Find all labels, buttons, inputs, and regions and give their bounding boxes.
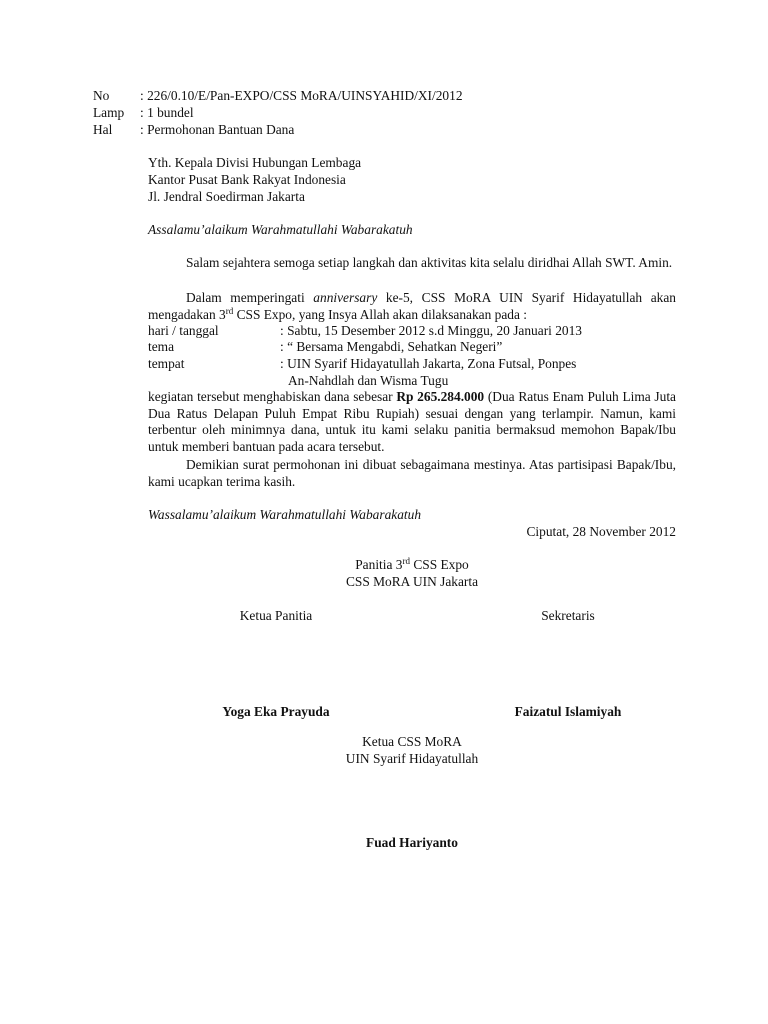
committee-organization: CSS MoRA UIN Jakarta (345, 574, 479, 589)
attachment-value: : 1 bundel (140, 105, 194, 120)
chair-title: Ketua Panitia (239, 608, 313, 623)
organization-head-name: Fuad Hariyanto (366, 835, 458, 850)
organization-subtitle: UIN Syarif Hidayatullah (345, 751, 479, 766)
committee-title-superscript: rd (402, 556, 410, 566)
number-value: : 226/0.10/E/Pan-EXPO/CSS MoRA/UINSYAHID/XI/2012 (140, 88, 463, 103)
number-label: No (93, 88, 110, 103)
paragraph-2-superscript: rd (225, 305, 234, 316)
subject-label: Hal (93, 122, 113, 137)
paragraph-3-text-b: (Dua Ratus Enam Puluh Lima Juta Dua Ratus Delapan Puluh Empat Ribu Rupiah) sesuai dengan yang terlampir. Namun, kami terbentur oleh minimnya dana, untuk itu kami selaku panitia bermaksud memohon Bapak/Ibu untuk memberi bantuan pada acara tersebut. (148, 389, 676, 454)
event-theme-value: : “ Bersama Mengabdi, Sehatkan Negeri” (280, 339, 503, 354)
paragraph-2 (148, 290, 676, 323)
event-place-value-2: An-Nahdlah dan Wisma Tugu (288, 373, 449, 388)
paragraph-3 (148, 389, 676, 455)
event-date-value: : Sabtu, 15 Desember 2012 s.d Minggu, 20 Januari 2013 (280, 323, 583, 338)
committee-title-b: CSS Expo (409, 557, 469, 572)
place-date: Ciputat, 28 November 2012 (526, 524, 676, 539)
recipient-line-2: Kantor Pusat Bank Rakyat Indonesia (148, 172, 346, 187)
budget-amount: Rp 265.284.000 (396, 389, 485, 404)
greeting: Assalamu’alaikum Warahmatullahi Wabarakatuh (148, 222, 413, 237)
closing-salutation: Wassalamu’alaikum Warahmatullahi Wabarakatuh (148, 507, 422, 522)
committee-title-a: Panitia 3 (355, 557, 403, 572)
event-place-label: tempat (148, 356, 185, 371)
organization-title: Ketua CSS MoRA (362, 734, 462, 749)
paragraph-1: Salam sejahtera semoga setiap langkah dan aktivitas kita selalu diridhai Allah SWT. Amin. (186, 255, 673, 270)
paragraph-4: Demikian surat permohonan ini dibuat sebagaimana mestinya. Atas partisipasi Bapak/Ibu, kami ucapkan terima kasih. (148, 457, 676, 489)
paragraph-3-text-a: kegiatan tersebut menghabiskan dana sebesar (148, 389, 397, 404)
paragraph-2-text-c: ke-5, CSS MoRA UIN Syarif Hidayatullah akan mengadakan 3 (148, 290, 676, 322)
paragraph-2-text-d: CSS Expo, yang Insya Allah akan dilaksanakan pada : (233, 306, 528, 322)
chair-name: Yoga Eka Prayuda (222, 704, 330, 719)
committee-title (262, 557, 562, 574)
subject-value: : Permohonan Bantuan Dana (140, 122, 295, 137)
event-theme-label: tema (148, 339, 175, 354)
event-date-label: hari / tanggal (148, 323, 219, 338)
paragraph-2-anniversary: anniversary (313, 290, 378, 305)
secretary-name: Faizatul Islamiyah (514, 704, 622, 719)
paragraph-2-text-a: Dalam memperingati (186, 290, 314, 305)
secretary-title: Sekretaris (541, 608, 595, 623)
recipient-line-3: Jl. Jendral Soedirman Jakarta (148, 189, 305, 204)
attachment-label: Lamp (93, 105, 125, 120)
event-place-value-1: : UIN Syarif Hidayatullah Jakarta, Zona Futsal, Ponpes (280, 356, 577, 371)
recipient-line-1: Yth. Kepala Divisi Hubungan Lembaga (148, 155, 362, 170)
